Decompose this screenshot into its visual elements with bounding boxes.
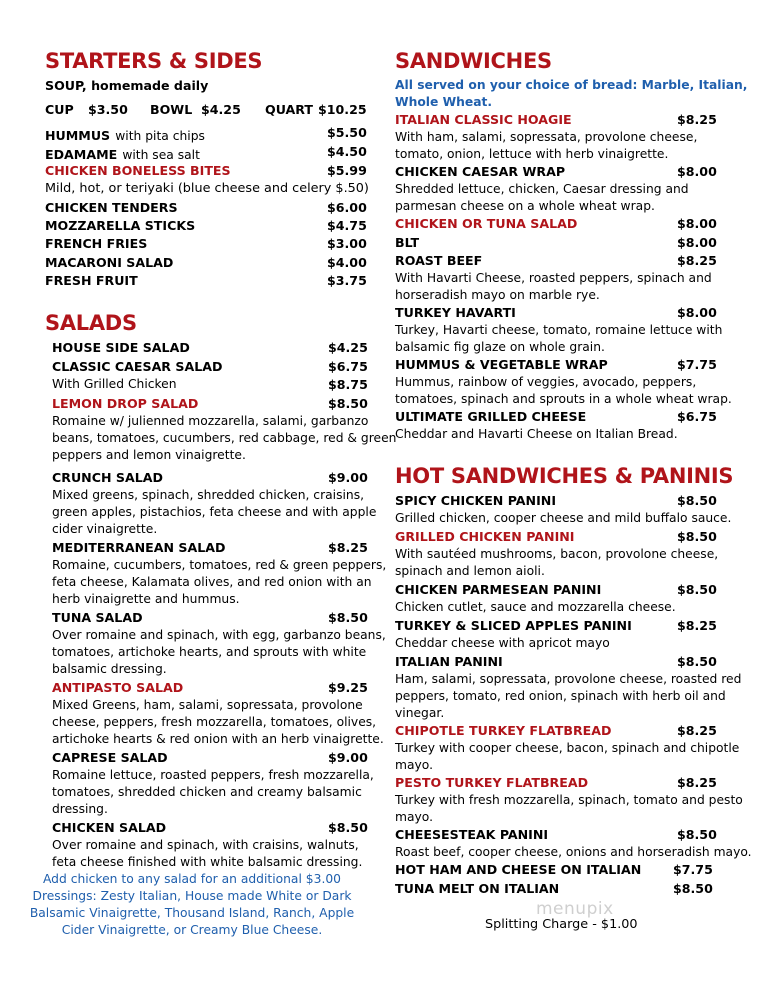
- item-price: $4.50: [327, 144, 367, 159]
- item-desc: with sea salt: [122, 148, 200, 162]
- item-desc: mayo.: [395, 758, 434, 772]
- item-desc: With sautéed mushrooms, bacon, provolone cheese,: [395, 547, 719, 561]
- item-desc: Turkey, Havarti cheese, tomato, romaine lettuce with: [395, 323, 723, 337]
- item-name: BLT: [395, 235, 420, 250]
- item-name: CRUNCH SALAD: [52, 470, 163, 485]
- item-desc: Mixed Greens, ham, salami, sopressata, provolone: [52, 698, 363, 712]
- item-price: $8.00: [677, 164, 717, 179]
- item-price: $8.50: [677, 529, 717, 544]
- item-price: $8.50: [677, 827, 717, 842]
- item-desc: With Havarti Cheese, roasted peppers, spinach and: [395, 271, 712, 285]
- item-desc: parmesan cheese on a whole wheat wrap.: [395, 199, 655, 213]
- item-name: HUMMUS & VEGETABLE WRAP: [395, 357, 608, 372]
- quart-label: QUART: [265, 102, 314, 117]
- item-desc: Turkey with cooper cheese, bacon, spinach and chipotle: [395, 741, 740, 755]
- item-desc: Over romaine and spinach, with craisins, walnuts,: [52, 838, 359, 852]
- item-desc: artichoke hearts & red onion with an herb vinaigrette.: [52, 732, 384, 746]
- item-desc: Grilled chicken, cooper cheese and mild buffalo sauce.: [395, 511, 732, 525]
- item-desc: balsamic fig glaze on whole grain.: [395, 340, 605, 354]
- item-name: TURKEY HAVARTI: [395, 305, 516, 320]
- soup-label: SOUP, homemade daily: [45, 78, 209, 93]
- item-desc: Mild, hot, or teriyaki (blue cheese and celery $.50): [45, 181, 369, 196]
- item-name: TUNA SALAD: [52, 610, 143, 625]
- item-price: $8.75: [328, 377, 368, 392]
- section-title-starters: STARTERS & SIDES: [45, 49, 263, 73]
- item-name: HOUSE SIDE SALAD: [52, 340, 190, 355]
- quart-price: $10.25: [318, 102, 367, 117]
- item-name: ITALIAN CLASSIC HOAGIE: [395, 112, 572, 127]
- item-name: CHICKEN TENDERS: [45, 200, 178, 215]
- item-name: ANTIPASTO SALAD: [52, 680, 184, 695]
- item-price: $6.75: [677, 409, 717, 424]
- item-desc: peppers, tomato, red onion, spinach with herb oil and: [395, 689, 726, 703]
- item-desc: Cheddar and Havarti Cheese on Italian Bread.: [395, 427, 678, 441]
- bowl-price: $4.25: [201, 102, 241, 117]
- item-name: ITALIAN PANINI: [395, 654, 503, 669]
- item-desc: Turkey with fresh mozzarella, spinach, tomato and pesto: [395, 793, 743, 807]
- item-name: CAPRESE SALAD: [52, 750, 168, 765]
- item-desc: tomatoes, spinach and sprouts in a whole wheat wrap.: [395, 392, 732, 406]
- item-price: $6.00: [327, 200, 367, 215]
- item-desc: green apples, pistachios, feta cheese and with apple: [52, 505, 377, 519]
- item-price: $8.25: [328, 540, 368, 555]
- item-price: $8.25: [677, 618, 717, 633]
- item-name: TUNA MELT ON ITALIAN: [395, 881, 560, 896]
- item-name: TURKEY & SLICED APPLES PANINI: [395, 618, 632, 633]
- item-desc: balsamic dressing.: [52, 662, 167, 676]
- section-title-salads: SALADS: [45, 311, 137, 335]
- item-desc: with pita chips: [115, 129, 205, 143]
- item-desc: Shredded lettuce, chicken, Caesar dressing and: [395, 182, 689, 196]
- item-name: CHICKEN PARMESEAN PANINI: [395, 582, 602, 597]
- item-desc: cheese, peppers, fresh mozzarella, tomatoes, olives,: [52, 715, 377, 729]
- item-price: $8.50: [677, 654, 717, 669]
- item-name: CHICKEN CAESAR WRAP: [395, 164, 566, 179]
- item-price: $7.75: [677, 357, 717, 372]
- item-desc: beans, tomatoes, cucumbers, red cabbage, red & green: [52, 431, 397, 445]
- item-desc: Romaine lettuce, roasted peppers, fresh mozzarella,: [52, 768, 374, 782]
- item-desc: Over romaine and spinach, with egg, garbanzo beans,: [52, 628, 386, 642]
- item-desc: peppers and lemon vinaigrette.: [52, 448, 246, 462]
- item-price: $4.75: [327, 218, 367, 233]
- item-desc: feta cheese finished with white balsamic dressing.: [52, 855, 363, 869]
- item-desc: Mixed greens, spinach, shredded chicken, craisins,: [52, 488, 365, 502]
- bread-note: All served on your choice of bread: Marble, Italian,: [395, 78, 748, 92]
- item-desc: With ham, salami, sopressata, provolone cheese,: [395, 130, 698, 144]
- item-desc: tomato, onion, lettuce with herb vinaigrette.: [395, 147, 669, 161]
- item-name: HUMMUS: [45, 128, 111, 143]
- item-price: $8.00: [677, 305, 717, 320]
- item-name: CLASSIC CAESAR SALAD: [52, 359, 223, 374]
- item-name: MEDITERRANEAN SALAD: [52, 540, 226, 555]
- section-title-hot: HOT SANDWICHES & PANINIS: [395, 464, 734, 488]
- item-name: MACARONI SALAD: [45, 255, 174, 270]
- item-desc: With Grilled Chicken: [52, 377, 177, 391]
- salad-note: Cider Vinaigrette, or Creamy Blue Cheese.: [61, 923, 323, 937]
- item-price: $8.00: [677, 216, 717, 231]
- item-desc: tomatoes, artichoke hearts, and sprouts with white: [52, 645, 367, 659]
- salad-note: Dressings: Zesty Italian, House made White or Dark: [32, 889, 352, 903]
- item-name: EDAMAME: [45, 147, 118, 162]
- item-name: CHEESESTEAK PANINI: [395, 827, 549, 842]
- item-desc: spinach and lemon aioli.: [395, 564, 545, 578]
- item-name: FRESH FRUIT: [45, 273, 138, 288]
- splitting-charge: Splitting Charge - $1.00: [485, 917, 638, 932]
- item-price: $8.25: [677, 253, 717, 268]
- item-desc: herb vinaigrette and hummus.: [52, 592, 240, 606]
- item-name: ULTIMATE GRILLED CHEESE: [395, 409, 587, 424]
- item-name: HOT HAM AND CHEESE ON ITALIAN: [395, 862, 642, 877]
- item-desc: Romaine w/ julienned mozzarella, salami, garbanzo: [52, 414, 369, 428]
- item-desc: dressing.: [52, 802, 108, 816]
- item-price: $4.25: [328, 340, 368, 355]
- item-price: $8.50: [673, 881, 713, 896]
- item-price: $8.25: [677, 723, 717, 738]
- item-price: $7.75: [673, 862, 713, 877]
- item-price: $8.50: [677, 493, 717, 508]
- item-price: $5.50: [327, 125, 367, 140]
- item-name: LEMON DROP SALAD: [52, 396, 199, 411]
- item-price: $8.00: [677, 235, 717, 250]
- item-desc: Romaine, cucumbers, tomatoes, red & green peppers,: [52, 558, 387, 572]
- item-name: CHICKEN OR TUNA SALAD: [395, 216, 578, 231]
- item-desc: Chicken cutlet, sauce and mozzarella cheese.: [395, 600, 676, 614]
- item-desc: Hummus, rainbow of veggies, avocado, peppers,: [395, 375, 697, 389]
- item-price: $8.50: [328, 820, 368, 835]
- menu-item-edamame: [45, 144, 200, 163]
- cup-label: CUP: [45, 102, 74, 117]
- item-name: FRENCH FRIES: [45, 236, 148, 251]
- item-price: $8.25: [677, 112, 717, 127]
- item-price: $4.00: [327, 255, 367, 270]
- item-name: CHICKEN SALAD: [52, 820, 167, 835]
- item-desc: horseradish mayo on marble rye.: [395, 288, 600, 302]
- item-name: MOZZARELLA STICKS: [45, 218, 196, 233]
- item-desc: Ham, salami, sopressata, provolone cheese, roasted red: [395, 672, 742, 686]
- item-desc: Cheddar cheese with apricot mayo: [395, 636, 610, 650]
- item-name: ROAST BEEF: [395, 253, 483, 268]
- item-price: $9.00: [328, 470, 368, 485]
- item-price: $3.00: [327, 236, 367, 251]
- item-price: $8.50: [328, 396, 368, 411]
- item-price: $9.25: [328, 680, 368, 695]
- item-desc: feta cheese, Kalamata olives, and red onion with an: [52, 575, 372, 589]
- item-price: $6.75: [328, 359, 368, 374]
- item-name-bites: CHICKEN BONELESS BITES: [45, 163, 231, 178]
- item-name: SPICY CHICKEN PANINI: [395, 493, 557, 508]
- salad-note: Add chicken to any salad for an additional $3.00: [42, 872, 341, 886]
- salad-note: Balsamic Vinaigrette, Thousand Island, Ranch, Apple: [29, 906, 355, 920]
- item-desc: Roast beef, cooper cheese, onions and horseradish mayo.: [395, 845, 752, 859]
- item-price: $5.99: [327, 163, 367, 178]
- section-title-sandwiches: SANDWICHES: [395, 49, 552, 73]
- item-price: $9.00: [328, 750, 368, 765]
- watermark-logo: menupix: [536, 899, 614, 919]
- item-desc: vinegar.: [395, 706, 445, 720]
- item-price: $3.75: [327, 273, 367, 288]
- item-name: PESTO TURKEY FLATBREAD: [395, 775, 589, 790]
- item-price: $8.50: [328, 610, 368, 625]
- item-price: $8.50: [677, 582, 717, 597]
- bread-note: Whole Wheat.: [395, 95, 493, 109]
- item-name: CHIPOTLE TURKEY FLATBREAD: [395, 723, 612, 738]
- item-desc: mayo.: [395, 810, 434, 824]
- cup-price: $3.50: [88, 102, 128, 117]
- bowl-label: BOWL: [150, 102, 193, 117]
- item-desc: cider vinaigrette.: [52, 522, 158, 536]
- item-desc: tomatoes, shredded chicken and creamy balsamic: [52, 785, 362, 799]
- menu-item-hummus: [45, 125, 205, 144]
- item-name: GRILLED CHICKEN PANINI: [395, 529, 575, 544]
- item-price: $8.25: [677, 775, 717, 790]
